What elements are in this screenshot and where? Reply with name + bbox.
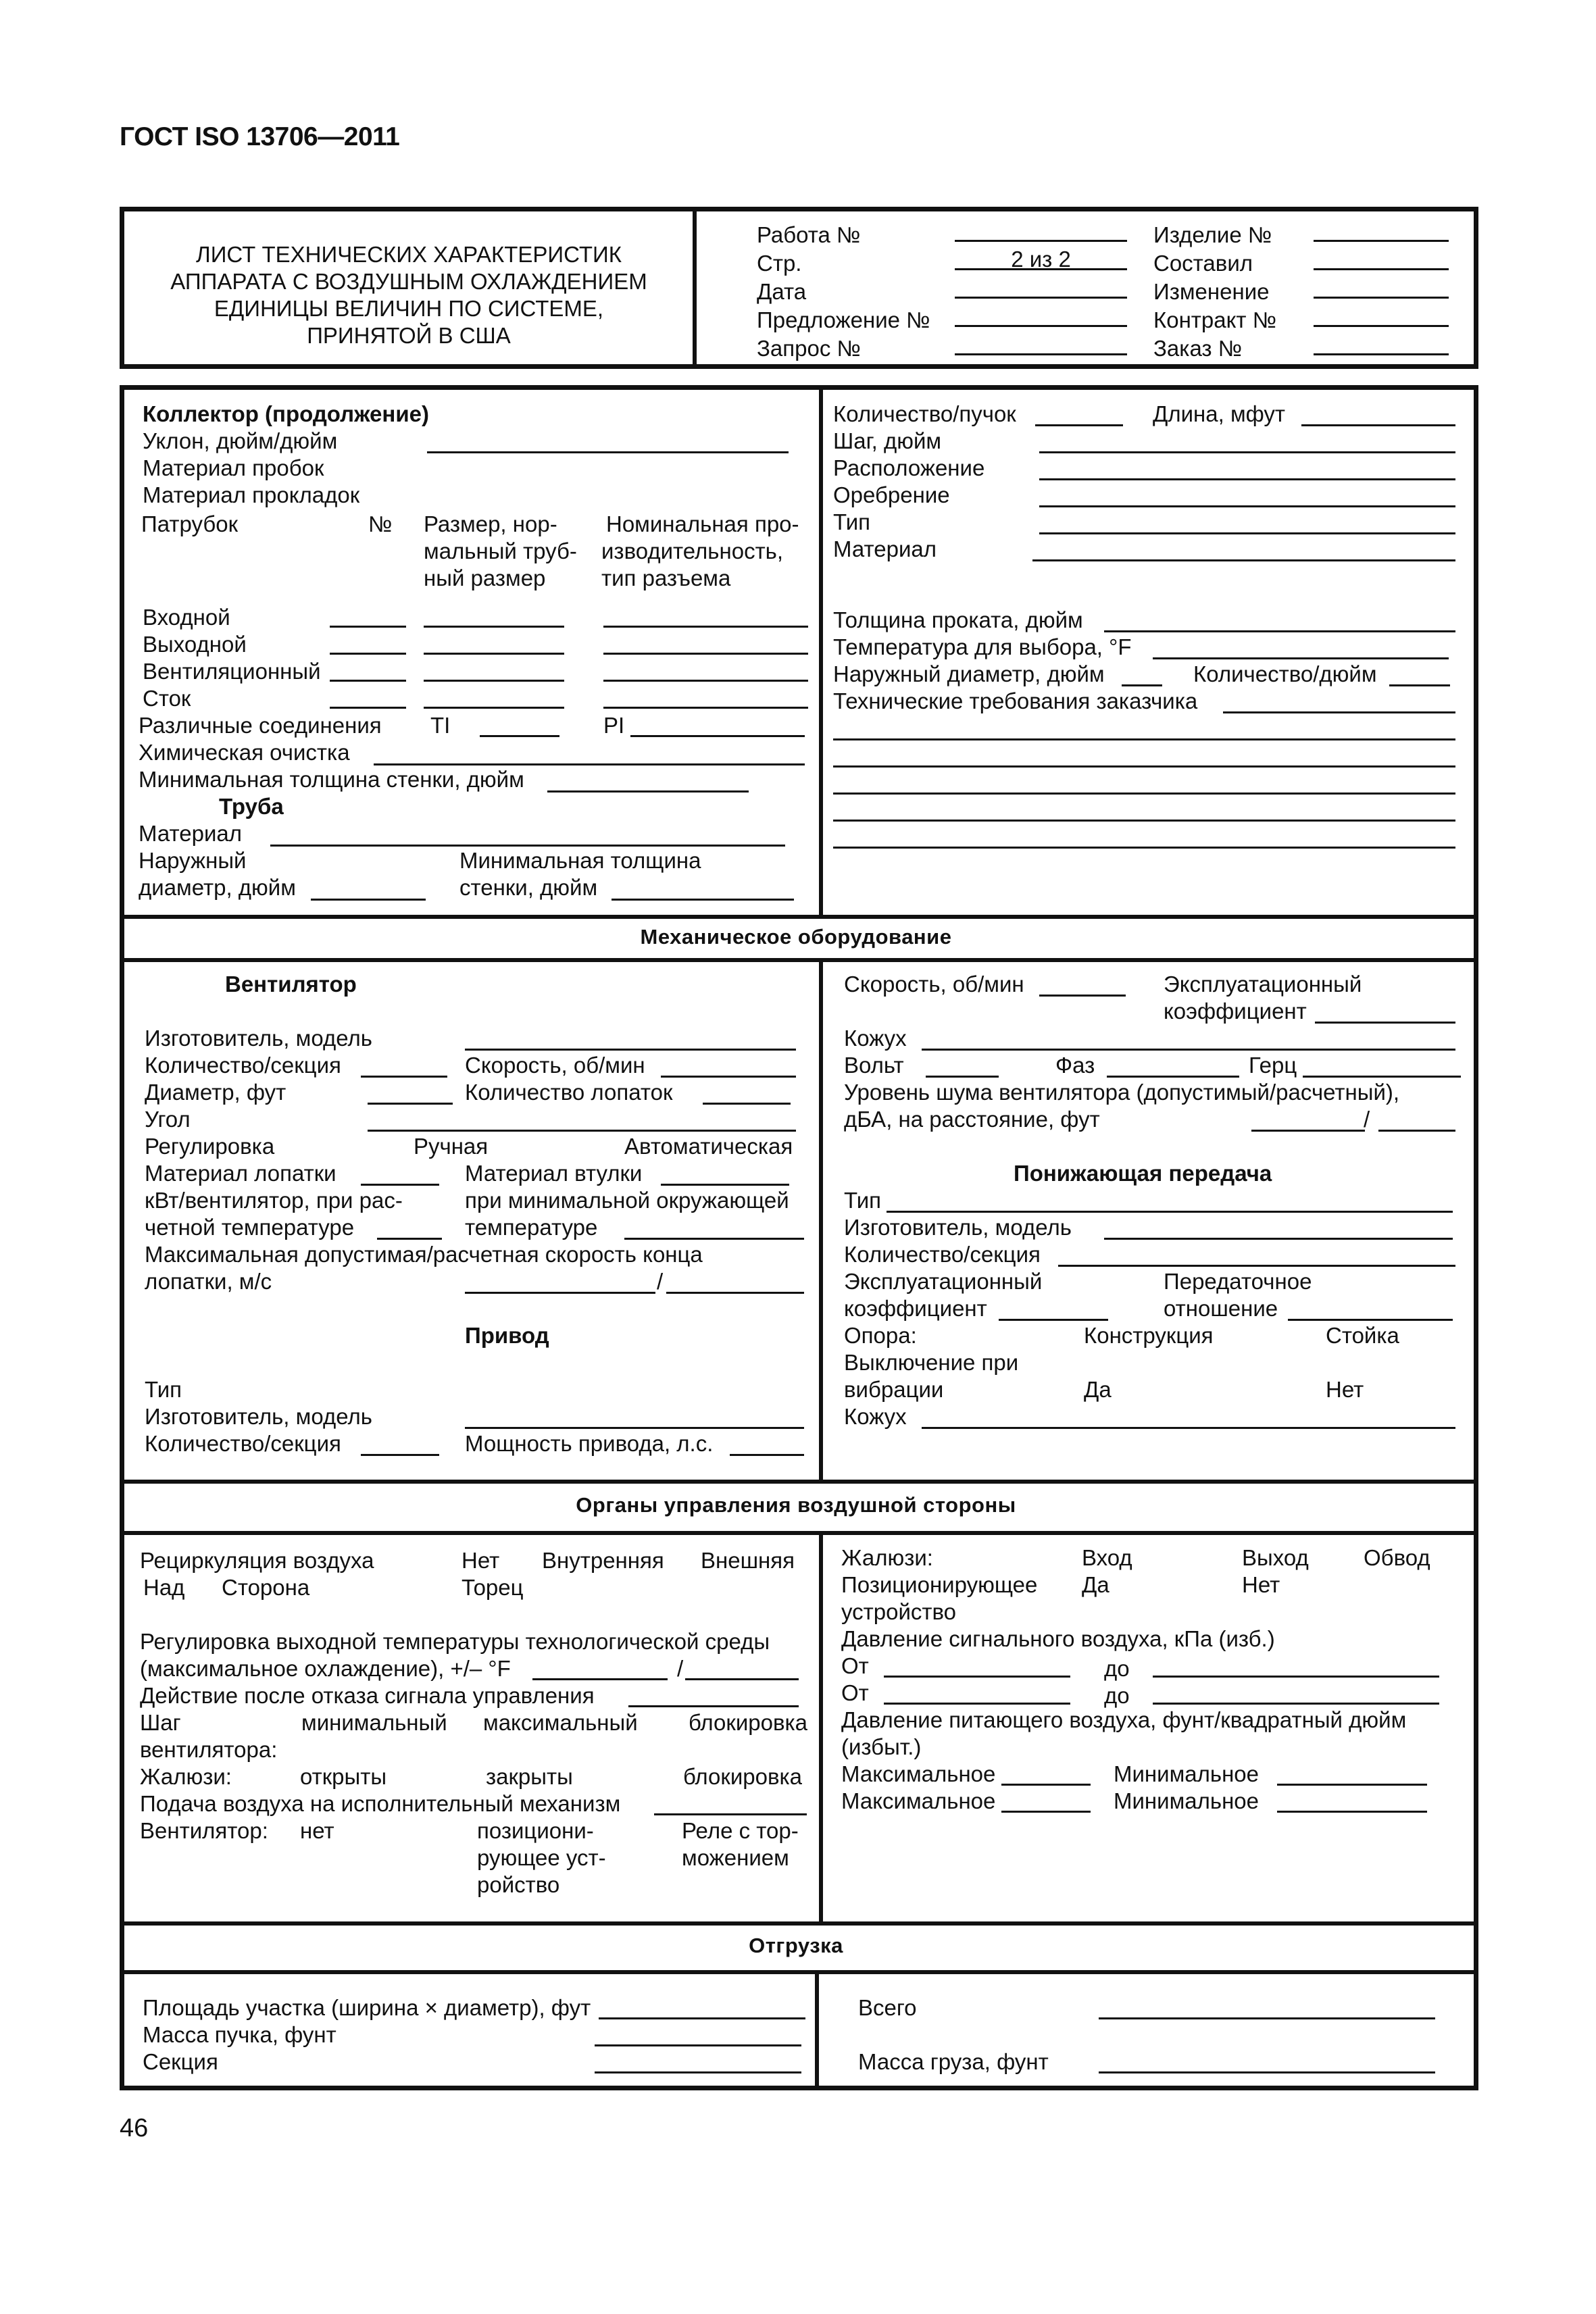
supply-min-field-1[interactable] bbox=[1277, 1784, 1427, 1786]
mech-heading: Механическое оборудование bbox=[640, 925, 952, 949]
gear-sf-label-2: коэффициент bbox=[844, 1296, 987, 1321]
positioner-yes[interactable]: Да bbox=[1082, 1572, 1109, 1597]
air-heading: Органы управления воздушной стороны bbox=[576, 1493, 1016, 1517]
signal-from-label-2: От bbox=[841, 1680, 869, 1705]
fin-od-field[interactable] bbox=[1122, 684, 1162, 686]
proposal-no-label: Предложение № bbox=[757, 307, 930, 332]
step-min[interactable]: минимальный bbox=[301, 1710, 447, 1735]
signal-from-field-2[interactable] bbox=[884, 1703, 1070, 1705]
phase-label: Фаз bbox=[1055, 1053, 1095, 1078]
fin-material-label: Материал bbox=[833, 536, 937, 561]
louvers-outlet[interactable]: Выход bbox=[1242, 1545, 1309, 1570]
recirc-internal[interactable]: Внутренняя bbox=[542, 1548, 664, 1573]
fin-type-field[interactable] bbox=[1039, 532, 1455, 534]
kw-design-field[interactable] bbox=[377, 1238, 442, 1240]
rating-col-1: Номинальная про- bbox=[606, 511, 799, 536]
supply-min-label-2: Минимальное bbox=[1114, 1788, 1259, 1813]
proposal-no-field[interactable] bbox=[955, 325, 1127, 327]
tube-material-label: Материал bbox=[139, 821, 242, 846]
date-field[interactable] bbox=[955, 297, 1127, 299]
slope-label: Уклон, дюйм/дюйм bbox=[143, 428, 338, 453]
louvers-bypass[interactable]: Обвод bbox=[1364, 1545, 1430, 1570]
vent-size-field[interactable] bbox=[424, 680, 564, 682]
gear-maker-label: Изготовитель, модель bbox=[844, 1215, 1072, 1240]
fan-speed-r-field[interactable] bbox=[1039, 995, 1126, 997]
bundle-qty-field[interactable] bbox=[1035, 424, 1123, 426]
size-col-3: ный размер bbox=[424, 565, 546, 590]
fin-material-field[interactable] bbox=[1032, 559, 1455, 561]
louvers-closed[interactable]: закрыты bbox=[486, 1764, 573, 1789]
fan-qty-field[interactable] bbox=[361, 1076, 447, 1078]
order-no-label: Заказ № bbox=[1153, 336, 1243, 361]
fan-qty-label: Количество/секция bbox=[145, 1053, 341, 1078]
revision-label: Изменение bbox=[1153, 279, 1270, 304]
fan-control-manual[interactable]: Ручная bbox=[414, 1134, 489, 1159]
stock-thick-label: Толщина проката, дюйм bbox=[833, 607, 1083, 632]
customer-req-field-4[interactable] bbox=[833, 793, 1455, 795]
drain-label: Сток bbox=[143, 686, 191, 711]
brake-relay-line-1[interactable]: Реле с тор- bbox=[682, 1818, 799, 1843]
drive-heading: Привод bbox=[465, 1323, 549, 1348]
fan-control-auto[interactable]: Автоматическая bbox=[624, 1134, 793, 1159]
gear-qty-field[interactable] bbox=[1058, 1265, 1455, 1267]
step-lock[interactable]: блокировка bbox=[689, 1710, 808, 1735]
bundle-mass-field[interactable] bbox=[595, 2044, 801, 2046]
outlet-temp-label-2: (максимальное охлаждение), +/– °F bbox=[140, 1656, 511, 1681]
vent-rating-field[interactable] bbox=[603, 680, 808, 682]
outlet-temp-label-1: Регулировка выходной температуры технологической среды bbox=[140, 1629, 770, 1654]
volt-field[interactable] bbox=[926, 1076, 999, 1078]
min-ambient-label-2: температуре bbox=[465, 1215, 598, 1240]
layout-field[interactable] bbox=[1039, 478, 1455, 480]
tube-od-label-1: Наружный bbox=[139, 848, 247, 873]
tube-min-thick-label-2: стенки, дюйм bbox=[459, 875, 598, 900]
fan-speed-label: Скорость, об/мин bbox=[465, 1053, 645, 1078]
divider-ship-top bbox=[120, 1921, 1478, 1926]
blade-material-label: Материал лопатки bbox=[145, 1161, 336, 1186]
contract-no-field[interactable] bbox=[1314, 325, 1449, 327]
chem-cleaning-field[interactable] bbox=[374, 763, 805, 765]
supply-max-label-1: Максимальное bbox=[841, 1761, 996, 1786]
fan-control-label: Регулировка bbox=[145, 1134, 275, 1159]
by-field[interactable] bbox=[1314, 268, 1449, 270]
fan-diameter-field[interactable] bbox=[368, 1103, 453, 1105]
nozzle-label: Патрубок bbox=[141, 511, 239, 536]
fan-step-label: вентилятора: bbox=[140, 1737, 278, 1762]
signal-from-field-1[interactable] bbox=[884, 1676, 1070, 1678]
tip-speed-max-field[interactable] bbox=[465, 1292, 655, 1294]
noise-design-field[interactable] bbox=[1378, 1130, 1455, 1132]
vibration-yes[interactable]: Да bbox=[1084, 1377, 1112, 1402]
customer-req-field-3[interactable] bbox=[833, 765, 1455, 768]
noise-slash: / bbox=[1364, 1107, 1370, 1132]
customer-req-label: Технические требования заказчика bbox=[833, 688, 1198, 713]
fan-angle-label: Угол bbox=[145, 1107, 191, 1132]
misc-connections-label: Различные соединения bbox=[139, 713, 382, 738]
supply-min-label-1: Минимальное bbox=[1114, 1761, 1259, 1786]
document-title: ГОСТ ISO 13706—2011 bbox=[120, 122, 400, 151]
supply-air-label-2: (избыт.) bbox=[841, 1734, 922, 1759]
fan-blades-field[interactable] bbox=[703, 1103, 791, 1105]
fin-type-label: Тип bbox=[833, 509, 871, 534]
step-max[interactable]: максимальный bbox=[483, 1710, 638, 1735]
page-number: 46 bbox=[120, 2114, 149, 2142]
by-label: Составил bbox=[1153, 251, 1253, 276]
inquiry-no-label: Запрос № bbox=[757, 336, 861, 361]
bundle-mass-label: Масса пучка, фунт bbox=[143, 2022, 336, 2047]
recirc-external[interactable]: Внешняя bbox=[701, 1548, 795, 1573]
signal-to-field-1[interactable] bbox=[1153, 1676, 1439, 1678]
gear-type-label: Тип bbox=[844, 1188, 882, 1213]
hertz-label: Герц bbox=[1249, 1053, 1297, 1078]
pi-label: PI bbox=[603, 713, 625, 738]
supply-max-field-2[interactable] bbox=[1001, 1811, 1091, 1813]
housing2-field[interactable] bbox=[922, 1427, 1455, 1429]
positioner-no[interactable]: Нет bbox=[1242, 1572, 1280, 1597]
drive-type-label: Тип bbox=[145, 1377, 182, 1402]
drive-power-label: Мощность привода, л.с. bbox=[465, 1431, 714, 1456]
fan-maker-label: Изготовитель, модель bbox=[145, 1026, 372, 1051]
gear-maker-field[interactable] bbox=[1104, 1238, 1453, 1240]
ti-field[interactable] bbox=[480, 735, 559, 737]
bundle-length-field[interactable] bbox=[1301, 424, 1455, 426]
divider-mech-bottom bbox=[120, 958, 1478, 962]
rating-col-3: тип разъема bbox=[601, 565, 731, 590]
stock-thick-field[interactable] bbox=[1104, 630, 1455, 632]
fan2-none[interactable]: нет bbox=[300, 1818, 334, 1843]
support-stand[interactable]: Стойка bbox=[1326, 1323, 1399, 1348]
positioner-r-label-1: Позиционирующее bbox=[841, 1572, 1038, 1597]
kw-label-2: четной температуре bbox=[145, 1215, 355, 1240]
signal-to-label-1: до bbox=[1104, 1656, 1130, 1681]
gear-sf-field[interactable] bbox=[999, 1319, 1108, 1321]
cargo-mass-field[interactable] bbox=[1099, 2071, 1435, 2073]
job-no-field[interactable] bbox=[955, 240, 1127, 242]
divider-air-bottom bbox=[120, 1531, 1478, 1535]
divider-air-top bbox=[120, 1480, 1478, 1484]
ship-heading: Отгрузка bbox=[749, 1934, 843, 1957]
drain-rating-field[interactable] bbox=[603, 707, 808, 709]
kw-min-ambient-field[interactable] bbox=[624, 1238, 804, 1240]
rating-col-2: изводительность, bbox=[601, 538, 784, 563]
supply-max-label-2: Максимальное bbox=[841, 1788, 996, 1813]
inlet-size-field[interactable] bbox=[424, 626, 564, 628]
hertz-field[interactable] bbox=[1303, 1076, 1461, 1078]
fins-per-inch-label: Количество/дюйм bbox=[1193, 661, 1377, 686]
size-col-1: Размер, нор- bbox=[424, 511, 557, 536]
housing-label: Кожух bbox=[844, 1026, 907, 1051]
contract-no-label: Контракт № bbox=[1153, 307, 1277, 332]
sheet-title-line-4: ПРИНЯТОЙ В США bbox=[307, 323, 511, 348]
vibration-label-1: Выключение при bbox=[844, 1350, 1019, 1375]
hub-material-field[interactable] bbox=[661, 1184, 789, 1186]
fan-maker-field[interactable] bbox=[465, 1049, 796, 1051]
inlet-no-field[interactable] bbox=[330, 626, 406, 628]
item-no-field[interactable] bbox=[1314, 240, 1449, 242]
outlet-temp-max-field[interactable] bbox=[685, 1678, 799, 1680]
page-value: 2 из 2 bbox=[1011, 247, 1071, 272]
customer-req-field-1[interactable] bbox=[1223, 711, 1455, 713]
inlet-rating-field[interactable] bbox=[603, 626, 808, 628]
cargo-mass-label: Масса груза, фунт bbox=[858, 2049, 1049, 2074]
noise-allowed-field[interactable] bbox=[1251, 1130, 1365, 1132]
outlet-temp-slash: / bbox=[677, 1656, 684, 1681]
fan-blades-label: Количество лопаток bbox=[465, 1080, 673, 1105]
support-label: Опора: bbox=[844, 1323, 917, 1348]
signal-to-label-2: до bbox=[1104, 1683, 1130, 1708]
drain-no-field[interactable] bbox=[330, 707, 406, 709]
min-ambient-label-1: при минимальной окружающей bbox=[465, 1188, 789, 1213]
drive-maker-field[interactable] bbox=[465, 1427, 804, 1429]
recirc-side[interactable]: Сторона bbox=[222, 1575, 310, 1600]
layout-label: Расположение bbox=[833, 455, 985, 480]
tube-min-thick-label-1: Минимальная толщина bbox=[459, 848, 701, 873]
fan-heading: Вентилятор bbox=[225, 972, 357, 997]
brake-relay-line-2[interactable]: можением bbox=[682, 1845, 789, 1870]
col-divider-2 bbox=[819, 958, 823, 1484]
positioner-r-label-2: устройство bbox=[841, 1599, 957, 1624]
fins-per-inch-field[interactable] bbox=[1389, 684, 1450, 686]
louvers-inlet[interactable]: Вход bbox=[1082, 1545, 1132, 1570]
job-no-label: Работа № bbox=[757, 222, 861, 247]
min-wall-label: Минимальная толщина стенки, дюйм bbox=[139, 767, 524, 792]
fan-speed-field[interactable] bbox=[661, 1076, 796, 1078]
positioner-line-1[interactable]: позициони- bbox=[477, 1818, 594, 1843]
gear-sf-label-1: Эксплуатационный bbox=[844, 1269, 1043, 1294]
fan-speed-r-label: Скорость, об/мин bbox=[844, 972, 1024, 997]
bundle-length-label: Длина, мфут bbox=[1153, 401, 1286, 426]
drive-qty-field[interactable] bbox=[361, 1454, 439, 1456]
gear-heading: Понижающая передача bbox=[1014, 1161, 1272, 1186]
louvers-left-label: Жалюзи: bbox=[140, 1764, 232, 1789]
tip-speed-slash: / bbox=[657, 1269, 664, 1294]
signal-air-label: Давление сигнального воздуха, кПа (изб.) bbox=[841, 1626, 1275, 1651]
signal-to-field-2[interactable] bbox=[1153, 1703, 1439, 1705]
fin-od-label: Наружный диаметр, дюйм bbox=[833, 661, 1105, 686]
gear-ratio-label-2: отношение bbox=[1164, 1296, 1278, 1321]
pi-field[interactable] bbox=[630, 735, 805, 737]
sel-temp-field[interactable] bbox=[1153, 657, 1449, 659]
drive-maker-label: Изготовитель, модель bbox=[145, 1404, 372, 1429]
item-no-label: Изделие № bbox=[1153, 222, 1272, 247]
size-col-2: мальный труб- bbox=[424, 538, 577, 563]
col-divider-1 bbox=[819, 385, 823, 919]
gear-qty-label: Количество/секция bbox=[844, 1242, 1041, 1267]
col-divider-3 bbox=[819, 1531, 823, 1926]
vibration-no[interactable]: Нет bbox=[1326, 1377, 1364, 1402]
vibration-label-2: вибрации bbox=[844, 1377, 944, 1402]
col-divider-4 bbox=[815, 1970, 819, 2090]
sheet-title-line-2: АППАРАТА С ВОЗДУШНЫМ ОХЛАЖДЕНИЕМ bbox=[170, 269, 647, 294]
ti-label: TI bbox=[430, 713, 451, 738]
collector-heading: Коллектор (продолжение) bbox=[143, 401, 429, 426]
revision-field[interactable] bbox=[1314, 297, 1449, 299]
vent-no-field[interactable] bbox=[330, 680, 406, 682]
total-field[interactable] bbox=[1099, 2017, 1435, 2019]
housing-field[interactable] bbox=[922, 1049, 1455, 1051]
fins-field[interactable] bbox=[1039, 505, 1455, 507]
date-label: Дата bbox=[757, 279, 807, 304]
pitch-field[interactable] bbox=[1039, 451, 1455, 453]
recirc-no[interactable]: Нет bbox=[462, 1548, 500, 1573]
positioner-line-2[interactable]: рующее уст- bbox=[477, 1845, 606, 1870]
fan2-label: Вентилятор: bbox=[140, 1818, 268, 1843]
louvers-open[interactable]: открыты bbox=[300, 1764, 387, 1789]
actuator-air-label: Подача воздуха на исполнительный механизм bbox=[140, 1791, 621, 1816]
supply-min-field-2[interactable] bbox=[1277, 1811, 1427, 1813]
page-label: Стр. bbox=[757, 251, 802, 276]
fan-diameter-label: Диаметр, фут bbox=[145, 1080, 286, 1105]
actuator-air-field[interactable] bbox=[654, 1813, 807, 1815]
inlet-label: Входной bbox=[143, 605, 230, 630]
outlet-no-field[interactable] bbox=[330, 653, 406, 655]
louvers-lock[interactable]: блокировка bbox=[683, 1764, 803, 1789]
customer-req-field-2[interactable] bbox=[833, 738, 1455, 740]
bundle-qty-label: Количество/пучок bbox=[833, 401, 1016, 426]
tube-min-thick-field[interactable] bbox=[612, 899, 794, 901]
signal-from-label-1: От bbox=[841, 1653, 869, 1678]
fins-label: Оребрение bbox=[833, 482, 950, 507]
blade-material-field[interactable] bbox=[361, 1184, 439, 1186]
inquiry-no-field[interactable] bbox=[955, 353, 1127, 355]
plot-area-label: Площадь участка (ширина × диаметр), фут bbox=[143, 1995, 591, 2020]
pitch-label: Шаг, дюйм bbox=[833, 428, 942, 453]
noise-label-2: дБА, на расстояние, фут bbox=[844, 1107, 1100, 1132]
housing2-label: Кожух bbox=[844, 1404, 907, 1429]
supply-max-field-1[interactable] bbox=[1001, 1784, 1091, 1786]
min-wall-field[interactable] bbox=[547, 790, 749, 793]
tube-od-label-2: диаметр, дюйм bbox=[139, 875, 296, 900]
recirc-end[interactable]: Торец bbox=[462, 1575, 524, 1600]
divider-mech-top bbox=[120, 915, 1478, 919]
phase-field[interactable] bbox=[1107, 1076, 1239, 1078]
tip-speed-label-2: лопатки, м/с bbox=[145, 1269, 272, 1294]
fail-action-field[interactable] bbox=[628, 1705, 799, 1707]
outlet-rating-field[interactable] bbox=[603, 653, 808, 655]
section-label: Секция bbox=[143, 2049, 218, 2074]
plug-material-label: Материал пробок bbox=[143, 455, 324, 480]
customer-req-field-6[interactable] bbox=[833, 847, 1455, 849]
sel-temp-label: Температура для выбора, °F bbox=[833, 634, 1132, 659]
hub-material-label: Материал втулки bbox=[465, 1161, 643, 1186]
service-factor-label-1: Эксплуатационный bbox=[1164, 972, 1362, 997]
nozzle-no-label: № bbox=[368, 511, 393, 536]
drive-qty-label: Количество/секция bbox=[145, 1431, 341, 1456]
tube-material-field[interactable] bbox=[270, 845, 785, 847]
chem-cleaning-label: Химическая очистка bbox=[139, 740, 350, 765]
slope-field[interactable] bbox=[427, 451, 789, 453]
gear-type-field[interactable] bbox=[887, 1211, 1453, 1213]
service-factor-label-2: коэффициент bbox=[1164, 999, 1307, 1024]
supply-air-label-1: Давление питающего воздуха, фунт/квадратный дюйм bbox=[841, 1707, 1407, 1732]
outlet-temp-min-field[interactable] bbox=[532, 1678, 668, 1680]
plot-area-field[interactable] bbox=[599, 2017, 805, 2019]
positioner-line-3[interactable]: ройство bbox=[477, 1872, 560, 1897]
fail-action-label: Действие после отказа сигнала управления bbox=[140, 1683, 595, 1708]
tube-od-field[interactable] bbox=[311, 899, 426, 901]
header-divider bbox=[693, 207, 697, 369]
sheet-title-line-3: ЕДИНИЦЫ ВЕЛИЧИН ПО СИСТЕМЕ, bbox=[214, 296, 604, 321]
fan-angle-field[interactable] bbox=[368, 1130, 796, 1132]
kw-label-1: кВт/вентилятор, при рас- bbox=[145, 1188, 403, 1213]
step-label: Шаг bbox=[140, 1710, 181, 1735]
order-no-field[interactable] bbox=[1314, 353, 1449, 355]
divider-ship-bottom bbox=[120, 1970, 1478, 1974]
tip-speed-design-field[interactable] bbox=[666, 1292, 804, 1294]
recirc-over[interactable]: Над bbox=[143, 1575, 185, 1600]
service-factor-field[interactable] bbox=[1315, 1022, 1455, 1024]
section-field[interactable] bbox=[595, 2071, 801, 2073]
gasket-material-label: Материал прокладок bbox=[143, 482, 360, 507]
customer-req-field-5[interactable] bbox=[833, 820, 1455, 822]
noise-label-1: Уровень шума вентилятора (допустимый/расчетный), bbox=[844, 1080, 1400, 1105]
outlet-label: Выходной bbox=[143, 632, 247, 657]
recirc-label: Рециркуляция воздуха bbox=[140, 1548, 374, 1573]
vent-label: Вентиляционный bbox=[143, 659, 321, 684]
louvers-right-label: Жалюзи: bbox=[841, 1545, 933, 1570]
support-structure[interactable]: Конструкция bbox=[1084, 1323, 1214, 1348]
total-label: Всего bbox=[858, 1995, 917, 2020]
gear-ratio-label-1: Передаточное bbox=[1164, 1269, 1312, 1294]
sheet-title-line-1: ЛИСТ ТЕХНИЧЕСКИХ ХАРАКТЕРИСТИК bbox=[196, 242, 622, 267]
volt-label: Вольт bbox=[844, 1053, 904, 1078]
tip-speed-label-1: Максимальная допустимая/расчетная скорость конца bbox=[145, 1242, 703, 1267]
outlet-size-field[interactable] bbox=[424, 653, 564, 655]
drive-power-field[interactable] bbox=[730, 1454, 804, 1456]
gear-ratio-field[interactable] bbox=[1288, 1319, 1453, 1321]
tube-heading: Труба bbox=[219, 794, 284, 819]
drain-size-field[interactable] bbox=[424, 707, 564, 709]
